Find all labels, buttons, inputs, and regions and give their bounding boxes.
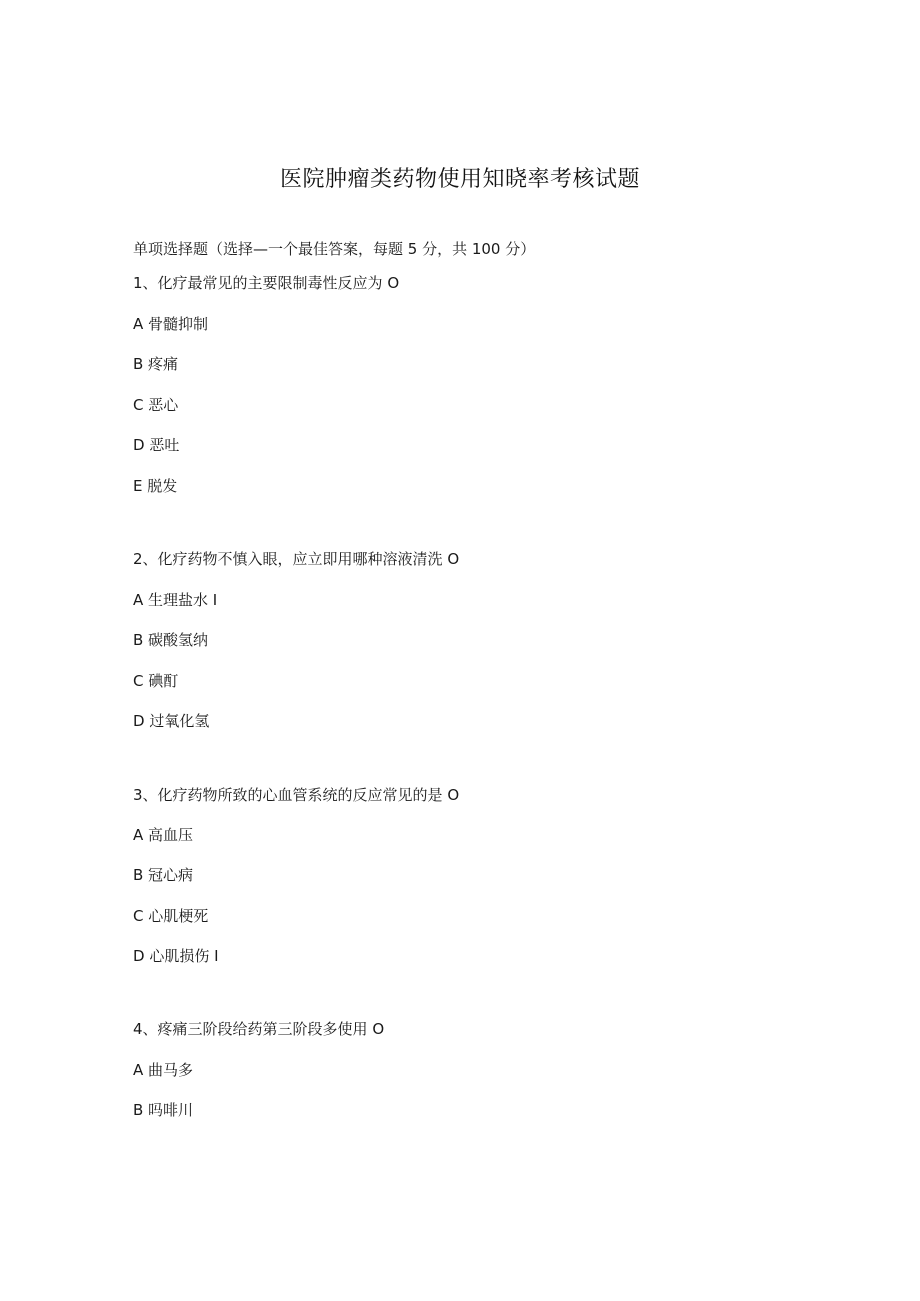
question-4-option-a: A 曲马多 <box>133 1061 194 1079</box>
question-3-option-a: A 高血压 <box>133 826 194 844</box>
question-2-option-c: C 碘酊 <box>133 672 179 690</box>
question-2-option-a: A 生理盐水 I <box>133 591 218 609</box>
document-title: 医院肿瘤类药物使用知晓率考核试题 <box>279 167 640 192</box>
section-heading: 单项选择题（选择—一个最佳答案，每题 5 分，共 100 分） <box>133 240 536 258</box>
question-1-stem: 1、化疗最常见的主要限制毒性反应为 O <box>133 274 400 292</box>
question-2-option-b: B 碳酸氢纳 <box>133 631 209 649</box>
question-3-option-d: D 心肌损伤 I <box>133 947 219 965</box>
question-4-stem: 4、疼痛三阶段给药第三阶段多使用 O <box>133 1020 385 1038</box>
question-3-stem: 3、化疗药物所致的心血管系统的反应常见的是 O <box>133 786 460 804</box>
question-2-option-d: D 过氧化氢 <box>133 712 210 730</box>
question-3-option-b: B 冠心病 <box>133 866 194 884</box>
question-2-stem: 2、化疗药物不慎入眼，应立即用哪种溶液清洗 O <box>133 550 460 568</box>
question-1-option-b: B 疼痛 <box>133 355 179 373</box>
question-1-option-a: A 骨髓抑制 <box>133 315 209 333</box>
question-1-option-c: C 恶心 <box>133 396 179 414</box>
question-1-option-e: E 脱发 <box>133 477 178 495</box>
question-3-option-c: C 心肌梗死 <box>133 907 209 925</box>
question-4-option-b: B 吗啡川 <box>133 1101 194 1119</box>
question-1-option-d: D 恶吐 <box>133 436 180 454</box>
